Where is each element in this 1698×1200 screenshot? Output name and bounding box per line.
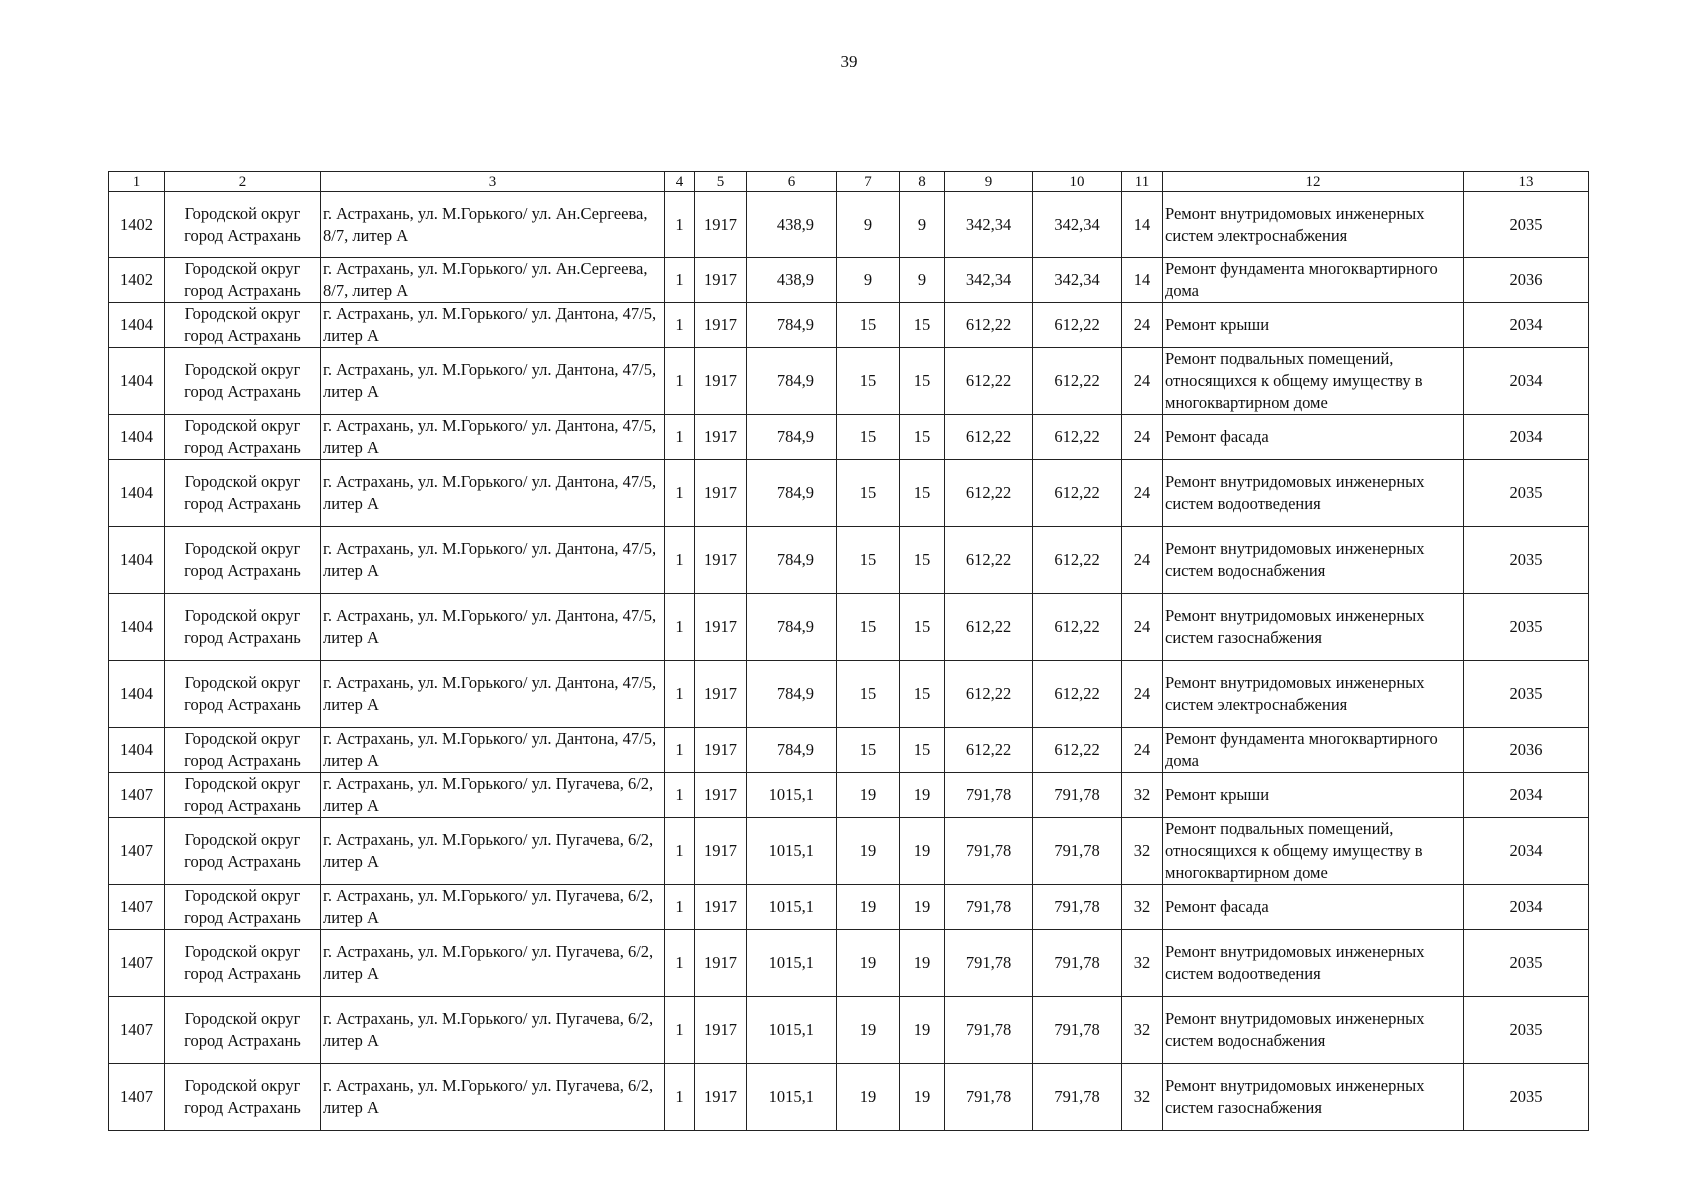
row-number-cell: 1407 xyxy=(109,885,165,930)
municipality-cell: Городской округ город Астрахань xyxy=(165,773,321,818)
year-built-cell: 1917 xyxy=(695,258,747,303)
entrances-cell: 1 xyxy=(665,661,695,728)
year-built-cell: 1917 xyxy=(695,930,747,997)
planned-year-cell: 2035 xyxy=(1464,460,1589,527)
living-area-cell: 612,22 xyxy=(945,728,1033,773)
residential-area-cell: 612,22 xyxy=(1033,415,1122,460)
apartments-cell: 19 xyxy=(837,885,900,930)
year-built-cell: 1917 xyxy=(695,728,747,773)
row-number-cell: 1404 xyxy=(109,527,165,594)
living-area-cell: 791,78 xyxy=(945,818,1033,885)
column-header: 3 xyxy=(321,172,665,192)
total-area-cell: 784,9 xyxy=(747,527,837,594)
residential-area-cell: 612,22 xyxy=(1033,460,1122,527)
entrances-cell: 1 xyxy=(665,1064,695,1131)
municipality-cell: Городской округ город Астрахань xyxy=(165,1064,321,1131)
municipality-cell: Городской округ город Астрахань xyxy=(165,594,321,661)
apartments-cell: 19 xyxy=(837,997,900,1064)
living-area-cell: 791,78 xyxy=(945,997,1033,1064)
year-built-cell: 1917 xyxy=(695,1064,747,1131)
planned-year-cell: 2034 xyxy=(1464,348,1589,415)
table-row xyxy=(109,415,1589,460)
residents-cell: 24 xyxy=(1122,594,1163,661)
living-area-cell: 791,78 xyxy=(945,885,1033,930)
row-number-cell: 1407 xyxy=(109,818,165,885)
residents-cell: 24 xyxy=(1122,661,1163,728)
total-area-cell: 784,9 xyxy=(747,594,837,661)
municipality-cell: Городской округ город Астрахань xyxy=(165,527,321,594)
work-type-cell: Ремонт крыши xyxy=(1163,303,1464,348)
living-area-cell: 612,22 xyxy=(945,460,1033,527)
municipality-cell: Городской округ город Астрахань xyxy=(165,460,321,527)
planned-year-cell: 2034 xyxy=(1464,818,1589,885)
planned-year-cell: 2035 xyxy=(1464,661,1589,728)
repair-schedule-table xyxy=(108,171,1589,1131)
total-area-cell: 1015,1 xyxy=(747,997,837,1064)
municipality-cell: Городской округ город Астрахань xyxy=(165,728,321,773)
entrances-cell: 1 xyxy=(665,527,695,594)
living-area-cell: 612,22 xyxy=(945,303,1033,348)
year-built-cell: 1917 xyxy=(695,594,747,661)
total-area-cell: 1015,1 xyxy=(747,930,837,997)
total-area-cell: 784,9 xyxy=(747,460,837,527)
address-cell: г. Астрахань, ул. М.Горького/ ул. Дантона, 47/5, литер А xyxy=(321,303,665,348)
total-area-cell: 784,9 xyxy=(747,728,837,773)
municipality-cell: Городской округ город Астрахань xyxy=(165,997,321,1064)
total-area-cell: 784,9 xyxy=(747,661,837,728)
municipality-cell: Городской округ город Астрахань xyxy=(165,348,321,415)
residents-cell: 32 xyxy=(1122,773,1163,818)
residential-area-cell: 791,78 xyxy=(1033,773,1122,818)
planned-year-cell: 2034 xyxy=(1464,415,1589,460)
entrances-cell: 1 xyxy=(665,930,695,997)
entrances-cell: 1 xyxy=(665,192,695,258)
apartments-cell: 19 xyxy=(837,818,900,885)
address-cell: г. Астрахань, ул. М.Горького/ ул. Дантона, 47/5, литер А xyxy=(321,661,665,728)
residential-area-cell: 791,78 xyxy=(1033,885,1122,930)
year-built-cell: 1917 xyxy=(695,997,747,1064)
row-number-cell: 1404 xyxy=(109,303,165,348)
living-area-cell: 791,78 xyxy=(945,1064,1033,1131)
work-type-cell: Ремонт фасада xyxy=(1163,885,1464,930)
address-cell: г. Астрахань, ул. М.Горького/ ул. Дантона, 47/5, литер А xyxy=(321,460,665,527)
residential-area-cell: 612,22 xyxy=(1033,527,1122,594)
total-area-cell: 1015,1 xyxy=(747,773,837,818)
residential-apartments-cell: 15 xyxy=(900,728,945,773)
municipality-cell: Городской округ город Астрахань xyxy=(165,818,321,885)
entrances-cell: 1 xyxy=(665,460,695,527)
address-cell: г. Астрахань, ул. М.Горького/ ул. Ан.Сергеева, 8/7, литер А xyxy=(321,192,665,258)
municipality-cell: Городской округ город Астрахань xyxy=(165,885,321,930)
year-built-cell: 1917 xyxy=(695,773,747,818)
work-type-cell: Ремонт подвальных помещений, относящихся к общему имуществу в многоквартирном доме xyxy=(1163,348,1464,415)
apartments-cell: 19 xyxy=(837,773,900,818)
apartments-cell: 15 xyxy=(837,415,900,460)
work-type-cell: Ремонт фундамента многоквартирного дома xyxy=(1163,728,1464,773)
column-header: 13 xyxy=(1464,172,1589,192)
apartments-cell: 15 xyxy=(837,527,900,594)
row-number-cell: 1402 xyxy=(109,192,165,258)
residents-cell: 24 xyxy=(1122,415,1163,460)
residential-area-cell: 791,78 xyxy=(1033,818,1122,885)
planned-year-cell: 2035 xyxy=(1464,1064,1589,1131)
residential-apartments-cell: 19 xyxy=(900,930,945,997)
work-type-cell: Ремонт подвальных помещений, относящихся к общему имуществу в многоквартирном доме xyxy=(1163,818,1464,885)
residential-area-cell: 342,34 xyxy=(1033,258,1122,303)
residents-cell: 24 xyxy=(1122,348,1163,415)
work-type-cell: Ремонт внутридомовых инженерных систем газоснабжения xyxy=(1163,1064,1464,1131)
apartments-cell: 9 xyxy=(837,192,900,258)
address-cell: г. Астрахань, ул. М.Горького/ ул. Дантона, 47/5, литер А xyxy=(321,594,665,661)
total-area-cell: 438,9 xyxy=(747,192,837,258)
residential-area-cell: 791,78 xyxy=(1033,997,1122,1064)
column-header: 7 xyxy=(837,172,900,192)
planned-year-cell: 2034 xyxy=(1464,303,1589,348)
column-header: 5 xyxy=(695,172,747,192)
planned-year-cell: 2035 xyxy=(1464,594,1589,661)
address-cell: г. Астрахань, ул. М.Горького/ ул. Дантона, 47/5, литер А xyxy=(321,728,665,773)
total-area-cell: 1015,1 xyxy=(747,1064,837,1131)
apartments-cell: 15 xyxy=(837,728,900,773)
entrances-cell: 1 xyxy=(665,818,695,885)
apartments-cell: 15 xyxy=(837,460,900,527)
address-cell: г. Астрахань, ул. М.Горького/ ул. Дантона, 47/5, литер А xyxy=(321,527,665,594)
residents-cell: 32 xyxy=(1122,997,1163,1064)
residents-cell: 24 xyxy=(1122,460,1163,527)
planned-year-cell: 2035 xyxy=(1464,930,1589,997)
residential-apartments-cell: 15 xyxy=(900,527,945,594)
apartments-cell: 19 xyxy=(837,1064,900,1131)
municipality-cell: Городской округ город Астрахань xyxy=(165,661,321,728)
entrances-cell: 1 xyxy=(665,348,695,415)
living-area-cell: 612,22 xyxy=(945,527,1033,594)
table-row xyxy=(109,258,1589,303)
residential-apartments-cell: 19 xyxy=(900,885,945,930)
planned-year-cell: 2035 xyxy=(1464,192,1589,258)
residential-apartments-cell: 19 xyxy=(900,773,945,818)
column-header: 9 xyxy=(945,172,1033,192)
address-cell: г. Астрахань, ул. М.Горького/ ул. Ан.Сергеева, 8/7, литер А xyxy=(321,258,665,303)
planned-year-cell: 2034 xyxy=(1464,885,1589,930)
residents-cell: 24 xyxy=(1122,303,1163,348)
address-cell: г. Астрахань, ул. М.Горького/ ул. Дантона, 47/5, литер А xyxy=(321,348,665,415)
year-built-cell: 1917 xyxy=(695,460,747,527)
living-area-cell: 612,22 xyxy=(945,594,1033,661)
page-number: 39 xyxy=(840,52,858,71)
entrances-cell: 1 xyxy=(665,415,695,460)
table-row xyxy=(109,594,1589,661)
residents-cell: 14 xyxy=(1122,258,1163,303)
total-area-cell: 1015,1 xyxy=(747,818,837,885)
municipality-cell: Городской округ город Астрахань xyxy=(165,192,321,258)
address-cell: г. Астрахань, ул. М.Горького/ ул. Пугачева, 6/2, литер А xyxy=(321,997,665,1064)
column-header: 8 xyxy=(900,172,945,192)
residents-cell: 32 xyxy=(1122,1064,1163,1131)
residents-cell: 32 xyxy=(1122,885,1163,930)
row-number-cell: 1404 xyxy=(109,594,165,661)
residents-cell: 24 xyxy=(1122,728,1163,773)
table-row xyxy=(109,930,1589,997)
residential-area-cell: 342,34 xyxy=(1033,192,1122,258)
work-type-cell: Ремонт крыши xyxy=(1163,773,1464,818)
work-type-cell: Ремонт фундамента многоквартирного дома xyxy=(1163,258,1464,303)
total-area-cell: 1015,1 xyxy=(747,885,837,930)
planned-year-cell: 2036 xyxy=(1464,728,1589,773)
row-number-cell: 1404 xyxy=(109,415,165,460)
residential-apartments-cell: 15 xyxy=(900,594,945,661)
apartments-cell: 19 xyxy=(837,930,900,997)
residential-area-cell: 791,78 xyxy=(1033,1064,1122,1131)
address-cell: г. Астрахань, ул. М.Горького/ ул. Пугачева, 6/2, литер А xyxy=(321,1064,665,1131)
table-row xyxy=(109,728,1589,773)
total-area-cell: 438,9 xyxy=(747,258,837,303)
municipality-cell: Городской округ город Астрахань xyxy=(165,415,321,460)
planned-year-cell: 2035 xyxy=(1464,527,1589,594)
residential-apartments-cell: 15 xyxy=(900,460,945,527)
living-area-cell: 612,22 xyxy=(945,348,1033,415)
apartments-cell: 15 xyxy=(837,661,900,728)
residential-apartments-cell: 9 xyxy=(900,258,945,303)
living-area-cell: 791,78 xyxy=(945,930,1033,997)
table-row xyxy=(109,773,1589,818)
column-number-row xyxy=(109,172,1589,192)
table-row xyxy=(109,1064,1589,1131)
living-area-cell: 342,34 xyxy=(945,258,1033,303)
address-cell: г. Астрахань, ул. М.Горького/ ул. Пугачева, 6/2, литер А xyxy=(321,930,665,997)
column-header: 10 xyxy=(1033,172,1122,192)
table-row xyxy=(109,348,1589,415)
residents-cell: 32 xyxy=(1122,818,1163,885)
entrances-cell: 1 xyxy=(665,773,695,818)
work-type-cell: Ремонт внутридомовых инженерных систем водоотведения xyxy=(1163,930,1464,997)
residential-area-cell: 791,78 xyxy=(1033,930,1122,997)
year-built-cell: 1917 xyxy=(695,303,747,348)
entrances-cell: 1 xyxy=(665,728,695,773)
row-number-cell: 1404 xyxy=(109,460,165,527)
year-built-cell: 1917 xyxy=(695,415,747,460)
row-number-cell: 1407 xyxy=(109,773,165,818)
row-number-cell: 1404 xyxy=(109,661,165,728)
municipality-cell: Городской округ город Астрахань xyxy=(165,303,321,348)
residential-apartments-cell: 9 xyxy=(900,192,945,258)
municipality-cell: Городской округ город Астрахань xyxy=(165,930,321,997)
column-header: 6 xyxy=(747,172,837,192)
table-row xyxy=(109,303,1589,348)
residential-area-cell: 612,22 xyxy=(1033,348,1122,415)
residents-cell: 24 xyxy=(1122,527,1163,594)
column-header: 2 xyxy=(165,172,321,192)
residents-cell: 32 xyxy=(1122,930,1163,997)
municipality-cell: Городской округ город Астрахань xyxy=(165,258,321,303)
total-area-cell: 784,9 xyxy=(747,348,837,415)
row-number-cell: 1402 xyxy=(109,258,165,303)
apartments-cell: 15 xyxy=(837,594,900,661)
residential-apartments-cell: 15 xyxy=(900,348,945,415)
table-row xyxy=(109,661,1589,728)
entrances-cell: 1 xyxy=(665,594,695,661)
column-header: 12 xyxy=(1163,172,1464,192)
work-type-cell: Ремонт внутридомовых инженерных систем водоснабжения xyxy=(1163,527,1464,594)
residential-area-cell: 612,22 xyxy=(1033,594,1122,661)
column-header: 1 xyxy=(109,172,165,192)
residential-apartments-cell: 15 xyxy=(900,303,945,348)
total-area-cell: 784,9 xyxy=(747,303,837,348)
column-header: 4 xyxy=(665,172,695,192)
apartments-cell: 15 xyxy=(837,348,900,415)
living-area-cell: 791,78 xyxy=(945,773,1033,818)
residential-apartments-cell: 15 xyxy=(900,415,945,460)
year-built-cell: 1917 xyxy=(695,885,747,930)
residents-cell: 14 xyxy=(1122,192,1163,258)
column-header: 11 xyxy=(1122,172,1163,192)
table-row xyxy=(109,460,1589,527)
residential-apartments-cell: 15 xyxy=(900,661,945,728)
planned-year-cell: 2035 xyxy=(1464,997,1589,1064)
row-number-cell: 1404 xyxy=(109,728,165,773)
work-type-cell: Ремонт внутридомовых инженерных систем электроснабжения xyxy=(1163,661,1464,728)
total-area-cell: 784,9 xyxy=(747,415,837,460)
living-area-cell: 612,22 xyxy=(945,415,1033,460)
apartments-cell: 15 xyxy=(837,303,900,348)
planned-year-cell: 2034 xyxy=(1464,773,1589,818)
residential-apartments-cell: 19 xyxy=(900,997,945,1064)
address-cell: г. Астрахань, ул. М.Горького/ ул. Пугачева, 6/2, литер А xyxy=(321,818,665,885)
living-area-cell: 612,22 xyxy=(945,661,1033,728)
residential-area-cell: 612,22 xyxy=(1033,303,1122,348)
year-built-cell: 1917 xyxy=(695,661,747,728)
row-number-cell: 1404 xyxy=(109,348,165,415)
residential-area-cell: 612,22 xyxy=(1033,661,1122,728)
row-number-cell: 1407 xyxy=(109,930,165,997)
work-type-cell: Ремонт внутридомовых инженерных систем газоснабжения xyxy=(1163,594,1464,661)
row-number-cell: 1407 xyxy=(109,1064,165,1131)
year-built-cell: 1917 xyxy=(695,818,747,885)
year-built-cell: 1917 xyxy=(695,527,747,594)
work-type-cell: Ремонт внутридомовых инженерных систем водоотведения xyxy=(1163,460,1464,527)
residential-apartments-cell: 19 xyxy=(900,1064,945,1131)
planned-year-cell: 2036 xyxy=(1464,258,1589,303)
table-row xyxy=(109,885,1589,930)
entrances-cell: 1 xyxy=(665,303,695,348)
table-row xyxy=(109,527,1589,594)
work-type-cell: Ремонт фасада xyxy=(1163,415,1464,460)
living-area-cell: 342,34 xyxy=(945,192,1033,258)
residential-apartments-cell: 19 xyxy=(900,818,945,885)
year-built-cell: 1917 xyxy=(695,192,747,258)
table-row xyxy=(109,818,1589,885)
address-cell: г. Астрахань, ул. М.Горького/ ул. Пугачева, 6/2, литер А xyxy=(321,773,665,818)
entrances-cell: 1 xyxy=(665,258,695,303)
entrances-cell: 1 xyxy=(665,885,695,930)
table-row xyxy=(109,997,1589,1064)
address-cell: г. Астрахань, ул. М.Горького/ ул. Пугачева, 6/2, литер А xyxy=(321,885,665,930)
work-type-cell: Ремонт внутридомовых инженерных систем водоснабжения xyxy=(1163,997,1464,1064)
entrances-cell: 1 xyxy=(665,997,695,1064)
row-number-cell: 1407 xyxy=(109,997,165,1064)
year-built-cell: 1917 xyxy=(695,348,747,415)
apartments-cell: 9 xyxy=(837,258,900,303)
table-row xyxy=(109,192,1589,258)
residential-area-cell: 612,22 xyxy=(1033,728,1122,773)
work-type-cell: Ремонт внутридомовых инженерных систем электроснабжения xyxy=(1163,192,1464,258)
address-cell: г. Астрахань, ул. М.Горького/ ул. Дантона, 47/5, литер А xyxy=(321,415,665,460)
